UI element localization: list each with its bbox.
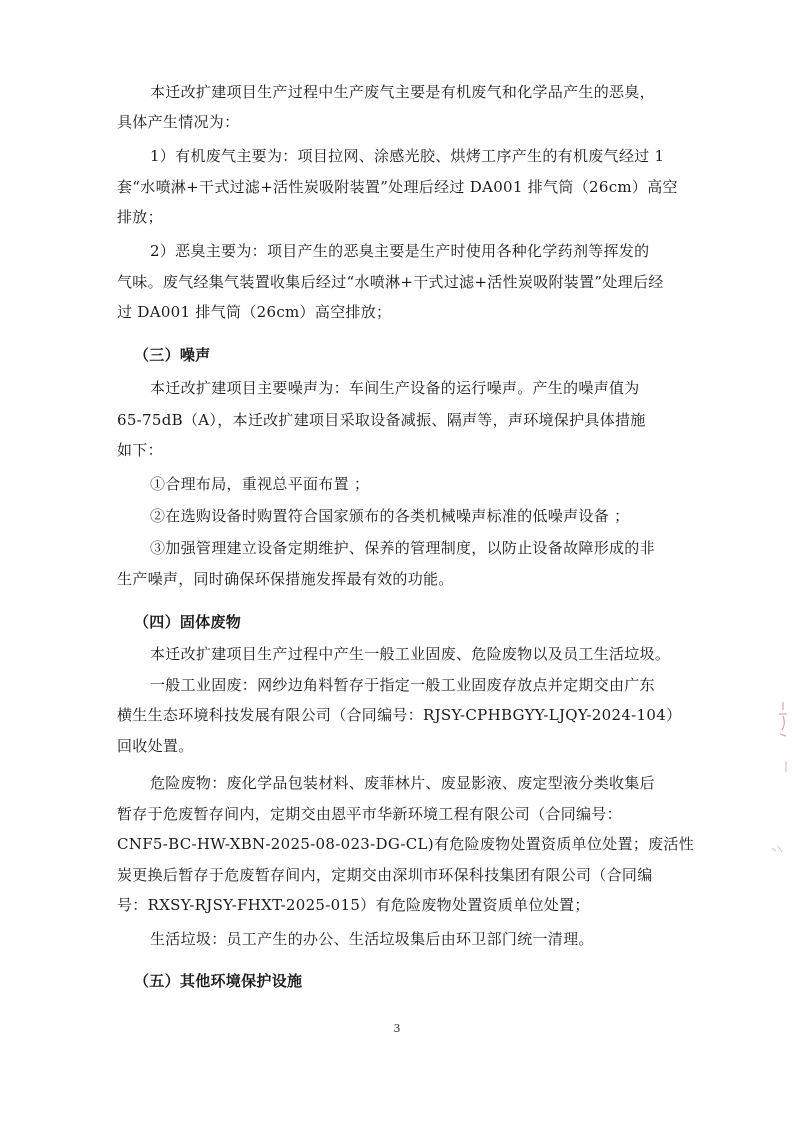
paragraph-line: 回收处置。 xyxy=(117,737,194,755)
section-heading-other: （五）其他环境保护设施 xyxy=(134,972,303,990)
paragraph-line: 具体产生情况为： xyxy=(117,113,240,131)
paragraph-line: 生产噪声，同时确保环保措施发挥最有效的功能。 xyxy=(117,570,454,588)
paragraph-line: 65-75dB（A），本迁改扩建项目采取设备减振、隔声等，声环境保护具体措施 xyxy=(117,411,646,429)
stamp-fragment xyxy=(776,700,790,740)
section-heading-noise: （三）噪声 xyxy=(134,346,211,364)
paragraph-line: 暂存于危废暂存间内，定期交由恩平市华新环境工程有限公司（合同编号： xyxy=(117,805,622,823)
paragraph-line: 过 DA001 排气筒（26cm）高空排放； xyxy=(117,303,392,321)
stamp-fragment xyxy=(782,760,790,774)
paragraph-line: 炭更换后暂存于危废暂存间内，定期交由深圳市环保科技集团有限公司（合同编 xyxy=(117,866,653,884)
paragraph-line: CNF5-BC-HW-XBN-2025-08-023-DG-CL)有危险废物处置资质单位处置；废活性 xyxy=(117,835,695,853)
list-item: ②在选购设备时购置符合国家颁布的各类机械噪声标准的低噪声设备 ； xyxy=(150,507,630,525)
paragraph-line: 2）恶臭主要为：项目产生的恶臭主要是生产时使用各种化学药剂等挥发的 xyxy=(150,242,650,260)
paragraph-line: 危险废物：废化学品包装材料、废菲林片、废显影液、废定型液分类收集后 xyxy=(150,774,655,792)
paragraph-line: 号：RXSY-RJSY-FHXT-2025-015）有危险废物处置资质单位处置； xyxy=(117,896,590,914)
page-number: 3 xyxy=(393,1022,401,1035)
paragraph-line: 套“水喷淋+干式过滤+活性炭吸附装置”处理后经过 DA001 排气筒（26cm）高空 xyxy=(117,178,678,196)
paragraph-line: 本迁改扩建项目生产过程中生产废气主要是有机废气和化学品产生的恶臭， xyxy=(150,83,655,101)
paragraph-line: 横生生态环境科技发展有限公司（合同编号：RJSY-CPHBGYY-LJQY-2024-104） xyxy=(117,706,682,724)
paragraph-line: 本迁改扩建项目主要噪声为：车间生产设备的运行噪声。产生的噪声值为 xyxy=(150,379,640,397)
paragraph-line: 1）有机废气主要为：项目拉网、涂感光胶、烘烤工序产生的有机废气经过 1 xyxy=(150,147,665,165)
paragraph-line: 如下： xyxy=(117,441,163,459)
paragraph-line: 本迁改扩建项目生产过程中产生一般工业固废、危险废物以及员工生活垃圾。 xyxy=(150,645,671,663)
section-heading-waste: （四）固体废物 xyxy=(134,613,242,631)
paragraph-line: 一般工业固废：网纱边角料暂存于指定一般工业固废存放点并定期交由广东 xyxy=(150,676,655,694)
list-item: ③加强管理建立设备定期维护、保养的管理制度，以防止设备故障形成的非 xyxy=(150,539,655,557)
list-item: ①合理布局，重视总平面布置 ； xyxy=(150,475,370,493)
paragraph-line: 排放； xyxy=(117,208,163,226)
stamp-fragment xyxy=(770,842,784,856)
paragraph-line: 气味。废气经集气装置收集后经过“水喷淋+干式过滤+活性炭吸附装置”处理后经 xyxy=(117,273,664,291)
paragraph-line: 生活垃圾：员工产生的办公、生活垃圾集后由环卫部门统一清理。 xyxy=(150,930,594,948)
